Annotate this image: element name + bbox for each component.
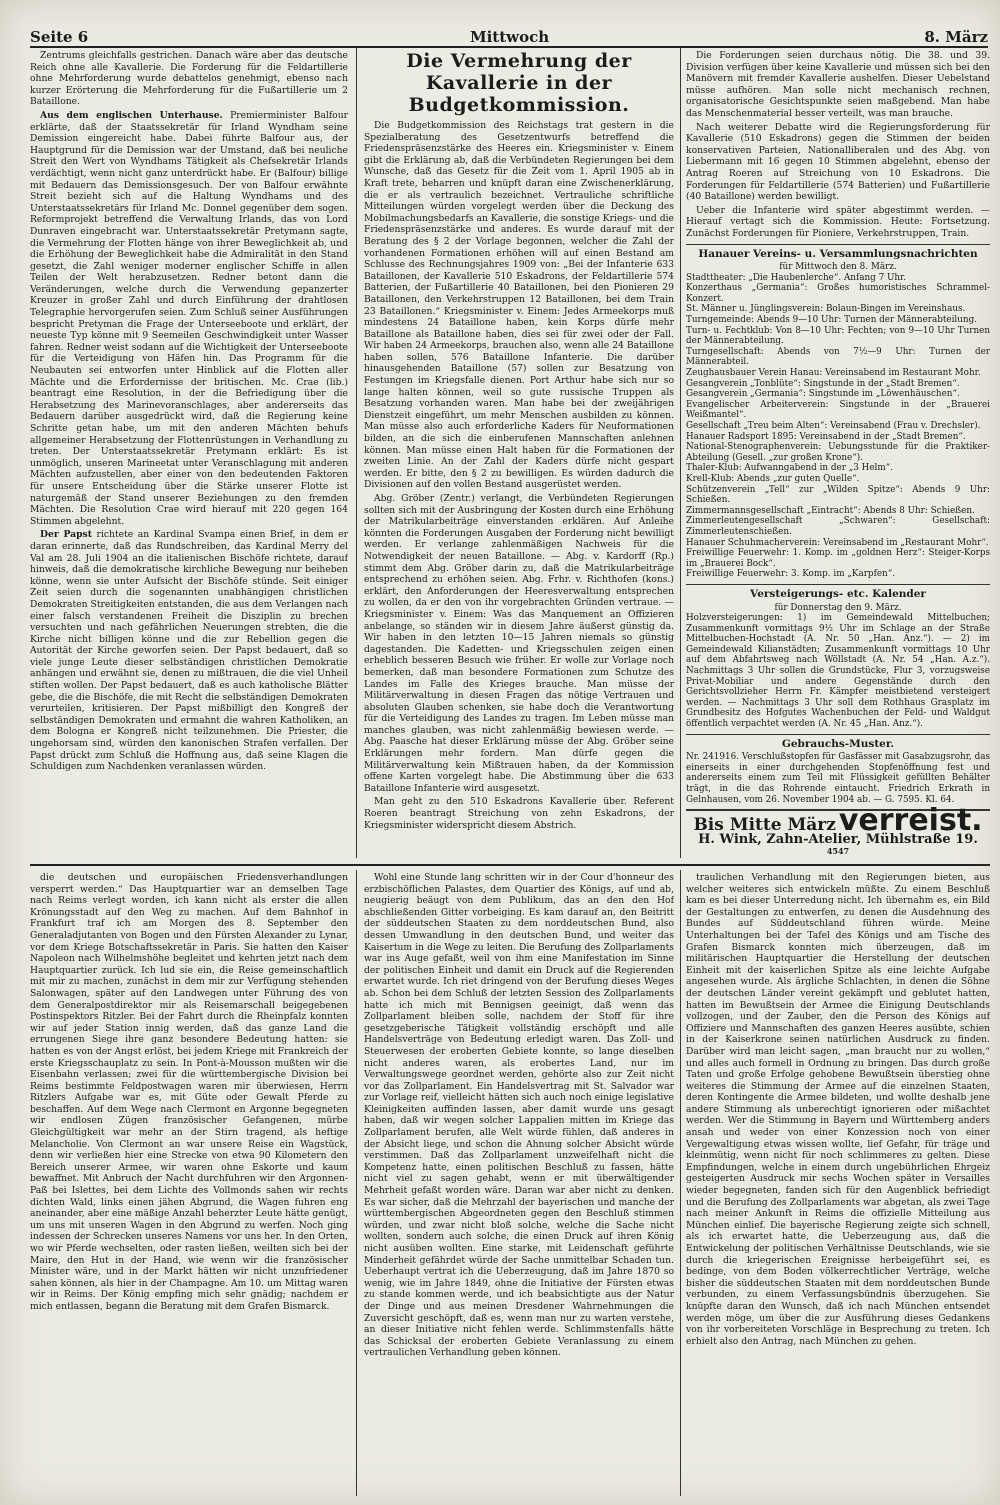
advert-verreist-word: verreist. <box>838 803 983 839</box>
list-item: Hanauer Radsport 1895: Vereinsabend in der „Stadt Bremen“. <box>686 431 966 442</box>
list-item: Gesangverein „Tonblüte“: Singstunde in der „Stadt Bremen“. <box>686 378 960 389</box>
advert-number: 4547 <box>826 846 850 857</box>
column-rule <box>680 870 681 1496</box>
feuilleton-column-2 <box>364 872 674 1494</box>
list-item: Freiwillige Feuerwehr: 3. Komp. im „Karpfen“. <box>686 569 895 580</box>
list-item: Hanauer Schuhmacherverein: Vereinsabend im „Restaurant Mohr“. <box>686 537 989 548</box>
headline-kavallerie: Die Vermehrung der Kavallerie in der Budgetkommission. <box>406 50 632 116</box>
issue-date: 8. März <box>924 28 988 46</box>
column-rule <box>356 870 357 1496</box>
vereins-list <box>686 273 990 580</box>
article-unterhaus-body: Premierminister Balfour erklärte, daß der Staatssekretär für Irland Wyndham seine Demission eingereicht habe. Dabei führte Balfour aus, der Hauptgrund für die Demission war der Umstand, daß bei neuliche Streit den Wert von Wyndhams Tätigkeit als Chefsekretär Irlands verdächtigt, wenn nicht ganz unterdrückt habe. Er (Balfour) billige mit Bedauern das Demissionsgesuch. Der von Balfour erwähnte Streit bezieht sich auf die Haltung Wyndhams und des Unterstaatssekretärs für Irland Mc. Donnel gegenüber dem sogen. Reformprojekt betreffend die Verwaltung Irlands, das von Lord Dunraven eingebracht war. Unterstaatssekretär Pretymann sagte, die Vermehrung der Flotten hänge von ihrer Beweglichkeit ab, und die Erhöhung der Beweglichkeit habe die Admiralität in den Stand gesetzt, die Zahl weniger moderner englischer Schiffe in allen Teilen der Welt herabzusetzen. Redner betont dann die Veränderungen, welche durch die Verwendung gepanzerter Kreuzer in großer Zahl und durch Einführung der drahtlosen Telegraphie hervorgerufen seien. Zum Schluß seiner Ausführungen bespricht Pretyman die Frage der Unterseeboote und erklärt, der neueste Typ könne mit 9 Seemeilen Geschwindigkeit unter Wasser fahren. Redner weist sodann auf die Wichtigkeit der Unterseeboote für die Verteidigung von Häfen hin. Das Programm für die Neubauten sei entworfen unter Hinblick auf die Flotten aller Mächte und die Erfordernisse der britischen. Mc. Crae (lib.) beantragt eine Resolution, in der die Befriedigung über die Herabsetzung des Marinevoranschlages, aber andererseits das Bedauern darüber ausgedrückt wird, daß die Regierung keine Schritte getan habe, um mit den anderen Mächten behufs allgemeiner Herabsetzung der Flottenrüstungen in Verhandlung zu treten. Der Unterstaatssekretär Pretymann erklärt: Es ist unmöglich, unseren Marineetat unter Veranschlagung mit anderen Mächten aufzustellen, aber einer von den bedeutenden Faktoren für unsere Entscheidung über die Stärke unserer Flotte ist naturgemäß der Stand unserer Beziehungen zu den fremden Mächten. Die Resolution Crae wird hierauf mit 220 gegen 164 Stimmen abgelehnt. <box>30 109 348 527</box>
list-item: Gesellschaft „Treu beim Alten“: Vereinsabend (Frau v. Drechsler). <box>686 421 981 431</box>
list-item: Stadttheater: „Die Haubenlerche“. Anfang 7 Uhr. <box>686 272 907 283</box>
list-item: Krell-Klub: Abends „zur guten Quelle“. <box>686 473 860 484</box>
list-item: Turngesellschaft: Abends von 7½—9 Uhr: Turnen der Männerabteil. <box>686 346 990 368</box>
kavallerie-continuation-1: Die Forderungen seien durchaus nötig. Die 38. und 39. Division verfügen über keine Kavallerie und müssen sich bei den Manövern mit fremder Kavallerie aushelfen. Dieser Uebelstand müsse aufhören. Man solle nicht mechanisch rechnen, organisatorische Gesichtspunkte seien maßgebend. Man habe das Menschenmaterial besser verteilt, was man brauche. <box>686 50 990 119</box>
column-rule <box>680 48 681 858</box>
kavallerie-continuation-2: Nach weiterer Debatte wird die Regierungsforderung für Kavallerie (510 Eskadrons) gegen die Stimmen der beiden konservativen Parteien, Nationalliberalen und des Abg. von Liebermann mit 16 gegen 10 Stimmen abgelehnt, ebenso der Antrag Roeren auf Streichung von 10 Eskadrons. Die Forderungen für Feldartillerie (574 Batterien) und Fußartillerie (40 Bataillone) werden bewilligt. <box>686 121 990 203</box>
list-item: National-Stenographenverein: Uebungsstunde für die Praktiker-Abteilung (Gesell. „zur großen Krone“). <box>686 442 990 463</box>
kalender-text: Holzversteigerungen: 1) im Gemeindewald Mittelbuchen; Zusammenkunft vormittags 9½ Uhr im Schlage an der Straße Mittelbuchen-Hochstadt (A. Nr. 50 „Han. Anz.“). — 2) im Gemeindewald Kilianstädten; Zusammenkunft vormittags 10 Uhr auf dem Abfahrtsweg nach Wöllstadt (A. Nr. 54 „Han. A.z.“). Nachmittags 3 Uhr sollen die Grundstücke, Flur 3, vorzugsweise Privat-Mobiliar und andere Gegenstände durch den Gerichtsvollzieher Herrn Fr. Kämpfer meistbietend versteigert werden. — Nachmittags 3 Uhr soll dem Rothhaus Grasplatz im Grundbesitz des Hofgutes Wachenbuchen der Feld- und Waldgut öffentlich verpachtet werden (A. Nr. 45 „Han. Anz.“). <box>686 613 990 730</box>
feuilleton-text-2: Wohl eine Stunde lang schritten wir in der Cour d'honneur des erzbischöflichen Palastes, dem Quartier des Königs, auf und ab, neugierig beäugt von dem Publikum, das an den den Hof abschließenden Gitter vorbeiging. Es kam darauf an, den Beitritt der süddeutschen Staaten zu dem norddeutschen Bund, also dessen Umwandlung in den deutschen Bund, und weiter das Kaisertum in die Wege zu leiten. Die Berufung des Zollparlaments war ins Auge gefaßt, weil von ihm eine Manifestation im Sinne der politischen Einheit und damit ein Druck auf die Regierenden erwartet wurde. Ich riet dringend von der Berufung dieses Weges ab. Schon bei dem Schluß der letzten Session des Zollparlaments hatte ich mich mit Bennigsen geeinigt, daß wenn das Zollparlament bleiben solle, nachdem der Stoff für ihre gesetzgeberische Tätigkeit vollständig erschöpft und alle Handelsverträge von Bedeutung erledigt waren. Das Zoll- und Steuerwesen der eroberten Gebiete konnte, so lange dieselben nicht anderes waren, als erobertes Land, nur im Verwaltungswege geordnet werden, gehörte also zur Zeit nicht vor das Zollparlament. Ein Handelsvertrag mit St. Salvador war zur Vorlage reif, vielleicht hätten sich auch noch einige legislative Kleinigkeiten auffinden lassen, aber damit wurde uns gesagt haben, daß wir wegen solcher Lappalien mitten im Kriege das Zollparlament berufen, alle Welt würde fühlen, daß anderes in der Absicht liege, und schon die Ahnung solcher Absicht würde verstimmen. Daß das Zollparlament unzweifelhaft nicht die Kompetenz hatte, einen politischen Beschluß zu fassen, hätte nicht viel zu sagen gehabt, wenn er mit überwältigender Mehrheit gefaßt worden wäre. Daran war aber nicht zu denken. Es war sicher, daß die Mehrzahl der bayerischen und manche der württembergischen Abgeordneten gegen den Beschluß stimmen würden, und zwar nicht bloß solche, welche die Sache nicht wollten, sondern auch solche, die einen Druck auf ihren König nicht ausüben wollten. Eine starke, mit Leidenschaft geführte Minderheit gefährdet würde der Sache unmittelbar Schaden tun. Ueberhaupt vertrat ich die Ueberzeugung, daß im Jahre 1870 so wenig, wie im Jahre 1849, ohne die Initiative der Fürsten etwas zu stande kommen werde, und ich beabsichtigte aus der Natur der Dinge und aus meinen Dresdener Wahrnehmungen die Zuversicht geschöpft, daß es, wenn man nur zu warten verstehe, an dieser Initiative nicht fehlen werde. Schlimmstenfalls hätte das Schicksal der eroberten Gebiete Veranlassung zu einem vertraulichen Verhandlung geben können. <box>364 872 674 1359</box>
article-papst-body: richtete an Kardinal Svampa einen Brief, in dem er daran erinnerte, daß das Rundschreiben, das Kardinal Merry del Val am 28. Juli 1904 an die italienischen Bischöfe richtete, darauf hinweis, daß die demokratische kirchliche Bewegung nur beiheben könne, wenn sie unter Aufsicht der Bischöfe stünde. Seit einiger Zeit seien durch die sogenannten unabhängigen christlichen Demokraten Streitigkeiten entstanden, die aus dem Verlangen nach einer falsch verstandenen Freiheit die Disziplin zu brechen versuchten und nach gefährlichen Neuerungen strebten, die die Kirche nicht billigen könne und die zur Rebellion gegen die Autorität der Kirche geworfen seien. Der Papst bedauert, daß so viele junge Leute dieser selbständigen christlichen Demokratie anhängen und erwähnt sie, denen zu mißtrauen, die die viel Unheil stiften wollen. Der Papst bedauert, daß es auch katholische Blätter gebe, die die Bischöfe, die mit Recht die selbständigen Demokraten verurteilen, kritisieren. Der Papst mißbilligt den Kongreß der selbständigen Demokraten und ermahnt die wahren Katholiken, an dem Bologna er Kongreß nicht teilzunehmen. Die Priester, die ungehorsam sind, würden den kanonischen Strafen verfallen. Der Papst drückt zum Schluß die Hoffnung aus, daß seine Klagen die Schuldigen zum Nachdenken veranlassen würden. <box>30 529 348 773</box>
list-item: Schützenverein „Tell“ zur „Wilden Spitze“: Abends 9 Uhr: Schießen. <box>686 484 990 506</box>
article-continuation: Zentrums gleichfalls gestrichen. Danach wäre aber das deutsche Reich ohne alle Kavallerie. Die Forderung für die Feldartillerie ohne Mehrforderung wurde debattelos genehmigt, ebenso nach kurzer Erörterung die Mehrforderung für die Fußartillerie um 2 Bataillone. <box>30 50 348 108</box>
weekday: Mittwoch <box>470 28 550 46</box>
advert-verreist <box>686 803 990 858</box>
kavallerie-paragraph-3: Man geht zu den 510 Eskadrons Kavallerie über. Referent Roeren beantragt Streichung von zehn Eskadrons, der Kriegsminister widerspricht diesem Abstrich. <box>364 796 674 831</box>
advert-verreist-pre: Bis Mitte März <box>693 815 836 836</box>
feuilleton-text-1: die deutschen und europäischen Friedensverhandlungen versperrt werden.“ Das Hauptquartier war an demselben Tage nach Reims verlegt worden, ich kann nicht als erster die allen Krönungsstadt auf den Weg zu machen. Auf dem Bahnhof in Frankfurt traf ich am Morgen des 8. September den Generaladjutanten von Bogen und den Fürsten Alexander zu Lynar, vor dem Kriege Botschaftssekretär in Paris. Sie hatten den Kaiser Napoleon nach Wilhelmshöhe begleitet und kehrten jetzt nach dem Hauptquartier zurück. Ich lud sie ein, die Reise gemeinschaftlich mit mir zu machen, zunächst in dem mir zur Verfügung stehenden Salonwagen, später auf den Landwegen unter Führung des von dem Generalpostdirektor mir als Reisemarschall beigegebenen Postinspektors Ritzler. Bei der Fahrt durch die Rheinpfalz konnten wir auf jeder Station innig werden, daß das ganze Land die errungenen Siege ihre ganz besondere Bedeutung hatten: sie hatten es von der Angst erlöst, bei jedem Kriege mit Frankreich der erste Kriegsschauplatz zu sein. In Pont-à-Mousson mußten wir die Eisenbahn verlassen; zwei für die württembergische Division bei Reims bestimmte Feldpostwagen waren mir überwiesen, Herrn Ritzlers Aufgabe war es, mit Güte oder Gewalt Pferde zu beschaffen. Auf dem Wege nach Clermont en Argonne begegneten wir endlosen Zügen französischer Gefangenen, mürbe Gleichgültigkeit war mehr an der Stirn tragend, als heftige Melancholie. Von Clermont an war unsere Reise ein Wagstück, denn wir verließen hier eine Strecke von etwa 90 Kilometern den Bereich unserer Armee, wir waren ohne Eskorte und kaum bewaffnet. Mit Anbruch der Nacht durchfuhren wir den Argonnen-Paß bei Islettes, bei dem Lichte des Vollmonds sahen wir rechts dichten Wald, links einen jähen Abgrund, die Wagen fuhren eng aneinander, aber eine mäßige Anzahl beherzter Leute hätte genügt, um uns mit unseren Wagen in den Abgrund zu werfen. Noch ging indessen der Schrecken unseres Namens vor uns her. In den Orten, wo wir Pferde wechselten, oder rasten ließen, weilten sich bei der Maire, den Hut in der Hand, wie wenn wir die französischer Minister wäre, und in der Markt hätten wir nicht unzufriedener sahen können, als hier in der Champagne. Am 10. um Mittag waren wir in Reims. Der König empfing mich sehr gnädig; nachdem er mich entlassen, begann die Beratung mit dem Grafen Bismarck. <box>30 872 348 1312</box>
list-item: Zimmerleutengesellschaft „Schwaren“: Gesellschaft: Zimmerleutenschießen. <box>686 516 990 537</box>
kalender-heading: Versteigerungs- etc. Kalender <box>750 587 926 600</box>
list-item: Evangelischer Arbeiterverein: Singstunde in der „Brauerei Weißmantel“. <box>686 399 990 421</box>
list-item: Konzerthaus „Germania“: Großes humoristisches Schrammel-Konzert. <box>686 283 990 304</box>
vereins-date: für Mittwoch den 8. März. <box>779 262 897 273</box>
advert-verreist-name: H. Wink, Zahn-Atelier, Mühlstraße 19. <box>698 831 978 847</box>
gebrauchsmuster-heading: Gebrauchs-Muster. <box>781 737 895 750</box>
list-item: Zimmermannsgesellschaft „Eintracht“: Abends 8 Uhr: Schießen. <box>686 505 975 516</box>
article-heading-papst: Der Papst <box>40 529 92 541</box>
feuilleton-column-1 <box>30 872 348 1494</box>
column-rule <box>356 48 357 858</box>
article-heading-unterhaus: Aus dem englischen Unterhause. <box>40 109 223 121</box>
kavallerie-continuation-3: Ueber die Infanterie wird später abgestimmt werden. — Hierauf vertagt sich die Kommission. Heute: Fortsetzung. Zunächst Forderungen für Pioniere, Verkehrstruppen, Train. <box>686 204 990 239</box>
kalender-date: für Donnerstag den 9. März. <box>774 602 902 613</box>
page-number: Seite 6 <box>30 28 89 46</box>
gebrauchsmuster-text: Nr. 241916. Verschlußstopfen für Gasfässer mit Gasabzugsrohr, das einerseits in einer durchgehenden Stopfenöffnung fest und andererseits einem zum Teil mit Flüssigkeit gefüllten Behälter trägt, in die das Rohrende eintaucht. Friedrich Erkrath in Gelnhausen, vom 26. November 1904 ab. — G. 7595. Kl. 64. <box>686 752 990 805</box>
kavallerie-paragraph-1: Die Budgetkommission des Reichstags trat gestern in die Spezialberatung des Gesetzentwurfs betreffend die Friedenspräsenzstärke des Heeres ein. Kriegsminister v. Einem gibt die Erklärung ab, daß die Verbündeten Regierungen bei dem Wunsche, daß das Gesetz für die Zeit vom 1. April 1905 ab in Kraft trete, beharren und knüpft daran eine Zwischenerklärung, die er als vertraulich bezeichnet. Vertrauliche schriftliche Mitteilungen würden vorgelegt werden über die Deckung des Mobilmachungsbedarfs an Kavallerie, die sonstige Kriegs- und die Friedenspräsenzstärke und anderes. Es wurde darauf mit der Beratung des § 2 der Vorlage begonnen, welcher die Zahl der vorhandenen Formationen erhöhen will auf einen Bestand am Schlusse des Rechnungsjahres 1909 von: „Bei der Infanterie 633 Bataillonen, der Kavallerie 510 Eskadrons, der Feldartillerie 574 Batterien, der Fußartillerie 40 Bataillonen, bei den Pionieren 29 Bataillonen, den Verkehrstruppen 12 Bataillonen, bei dem Train 23 Bataillonen.“ Kriegsminister v. Einem: Jedes Armeekorps muß mindestens 24 Bataillone haben, kein Korps dürfe mehr Bataillone als Bataillone haben, dies sei für zwei oder der Fall. Wir haben 24 Armeekorps, brauchen also, wenn alle 24 Bataillone haben sollen, 576 Bataillone Infanterie. Die darüber hinausgehenden Bataillone (57) sollen zur Besatzung von Festungen im Kriegsfalle dienen. Port Arthur habe sich nur so lange halten können, weil so gute russische Truppen als Besatzung vorhanden waren. Man habe bei der zweijährigen Dienstzeit eingeführt, um mehr Menschen ausbilden zu können. Man müsse also auch erforderliche Kaders für Neuformationen bilden, an die sich die einberufenen Mannschaften anlehnen können. Man müsse einen Halt haben für die Formationen der zweiten Linie. An der Zahl der Kaders dürfe nicht gespart werden. Er bitte, den § 2 zu bewilligen. Es würden dadurch die Divisionen auf den vollen Bestand ausgerüstet werden. <box>364 120 674 491</box>
section-rule <box>30 864 990 866</box>
kavallerie-paragraph-2: Abg. Gröber (Zentr.) verlangt, die Verbündeten Regierungen sollten sich mit der Ausbringung der Kosten durch eine Erhöhung der Matrikularbeiträge einverstanden erklären. Auf Anleihe könnten die Forderungen Ausgaben der Forderung nicht bewilligt werden. Er verlange zahlenmäßigen Nachweis für die Notwendigkeit der neuen Bataillone. — Abg. v. Kardorff (Rp.) stimmt dem Abg. Gröber darin zu, daß die Matrikularbeiträge entsprechend zu erhöhen seien. Abg. Frhr. v. Richthofen (kons.) erklärt, den Anforderungen der Heeresverwaltung entsprechen zu wollen, da er den von ihr vorgebrachten Gründen vertraue. — Kriegsminister v. Einem: Was das Manquement an Offizieren anbelange, so ständen wir in diesem Jahre äußerst günstig da. Wir haben in den letzten 10—15 Jahren niemals so günstig dagestanden. Die Kadetten- und Kriegsschulen zeigen einen erheblich besseren Besuch wie früher. Er wolle zur Vorlage noch bemerken, daß man besondere Formationen zum Schutze des Landes im Falle des Krieges brauche. Man müsse der Militärverwaltung in diesen Fragen das nötige Vertrauen und absoluten Glauben schenken, sie habe doch die Verantwortung für die Verteidigung des Landes zu tragen. Im Leben müsse man manches glauben, was nicht zahlenmäßig bewiesen werde. — Abg. Paasche hat dieser Erklärung müsse der Abg. Gröber seine Erklärungen mehr fordern. Man dürfe gegen die Militärverwaltung kein Mißtrauen haben, da der Kommission offene Karten vorgelegt habe. Die Abstimmung über die 633 Bataillone Infanterie wird ausgesetzt. <box>364 493 674 794</box>
list-item: Freiwillige Feuerwehr: 1. Komp. im „goldnen Herz“: Steiger-Korps im „Brauerei Bock“. <box>686 548 990 569</box>
list-item: Turngemeinde: Abends 9—10 Uhr: Turnen der Männerabteilung. <box>686 315 977 326</box>
article-column-1 <box>30 50 348 858</box>
article-column-3 <box>686 50 990 858</box>
advert-brautseide-word <box>700 857 873 858</box>
list-item: Gesangverein „Germania“: Singstunde im „Löwenhäuschen“. <box>686 389 960 400</box>
feuilleton-column-3 <box>686 872 990 1494</box>
article-column-2 <box>364 50 674 858</box>
page-header <box>30 28 988 48</box>
list-item: Thaler-Klub: Aufwanngabend in der „3 Helm“. <box>686 463 893 474</box>
list-item: Turn- u. Fechtklub: Von 8—10 Uhr: Fechten; von 9—10 Uhr Turnen der Männerabteilung. <box>686 325 990 347</box>
list-item: St. Männer u. Jünglingsverein: Bolaun-Bingen im Vereinshaus. <box>686 304 966 315</box>
list-item: Zeughausbauer Verein Hanau: Vereinsabend im Restaurant Mohr. <box>686 368 981 379</box>
vereins-heading: Hanauer Vereins- u. Versammlungsnachrichten <box>698 247 978 260</box>
feuilleton-text-3: traulichen Verhandlung mit den Regierungen bieten, aus welcher weiteres sich entwickeln müßte. Zu einem Beschluß kam es bei dieser Unterredung nicht. Ich übernahm es, ein Bild der Gestaltungen zu entwerfen, zu denen die Ausdehnung des Bundes auf Süddeutschland führen würde. Meine Unterhaltungen bei der Tafel des Königs und am Tische des Grafen Bismarck konnten mich überzeugen, daß im militärischen Hauptquartier die Herstellung der deutschen Einheit mit der kaiserlichen Spitze als eine leichte Aufgabe angesehen wurde. Als ärgliche Schlachten, in denen die Söhne der deutschen Länder vereint gekämpft und geblutet hatten, hatten im Bewußtsein der Armee die Einigung Deutschlands vollzogen, und der Zauber, den die Person des Königs auf Offiziere und Mannschaften des ganzen Heeres ausübte, schien in der Kaiserkrone seinen natürlichen Ausdruck zu finden. Darüber wird man leicht sagen, „man braucht nur zu wollen,“ und alles auch formell in Ordnung zu bringen. Das durch große Taten und große Erfolge gehobene Bewußtsein überstieg ohne weiteres die Stimmung der Armee auf die einzelnen Staaten, deren Kontingente die Armee bildeten, und wollte deshalb jene andere Stimmung als unberechtigt ignorieren oder mißachtet werden. Wer die Stimmung in Bayern und Württemberg anders ansah und weder von einer Konzession noch von einer Vergewaltigung etwas wissen wollte, lief Gefahr, für träge und kleinmütig, wenn nicht für noch schlimmeres zu gelten. Diese Empfindungen, welche in einem durch ungebührlichen Ehrgeiz gesteigerten Ausdruck mir sechs Wochen später in Versailles wieder begegneten, fanden sich für den Augenblick befriedigt und die Berufung des Zollparlaments war abgetan, als zwei Tage nach meiner Ankunft in Reims die offizielle Mitteilung aus München einlief. Die bayerische Regierung zeigte sich schnell, als ich erwartet hatte, die Ueberzeugung aus, daß die Entwickelung der politischen Verhältnisse Deutschlands, wie sie durch die kriegerischen Ereignisse herbeigeführt sei, es bedinge, von dem Boden völkerrechtlicher Verträge, welche bisher die süddeutschen Staaten mit dem norddeutschen Bunde verbunden, zu einem Verfassungsbündnis überzugehen. Sie knüpfte daran den Wunsch, daß ich nach München entsendet werden möge, um über die zur Ausführung dieses Gedankens von ihr vorbereiteten Vorschläge in Besprechung zu treten. Ich erhielt also den Antrag, nach München zu gehen. <box>686 872 990 1347</box>
